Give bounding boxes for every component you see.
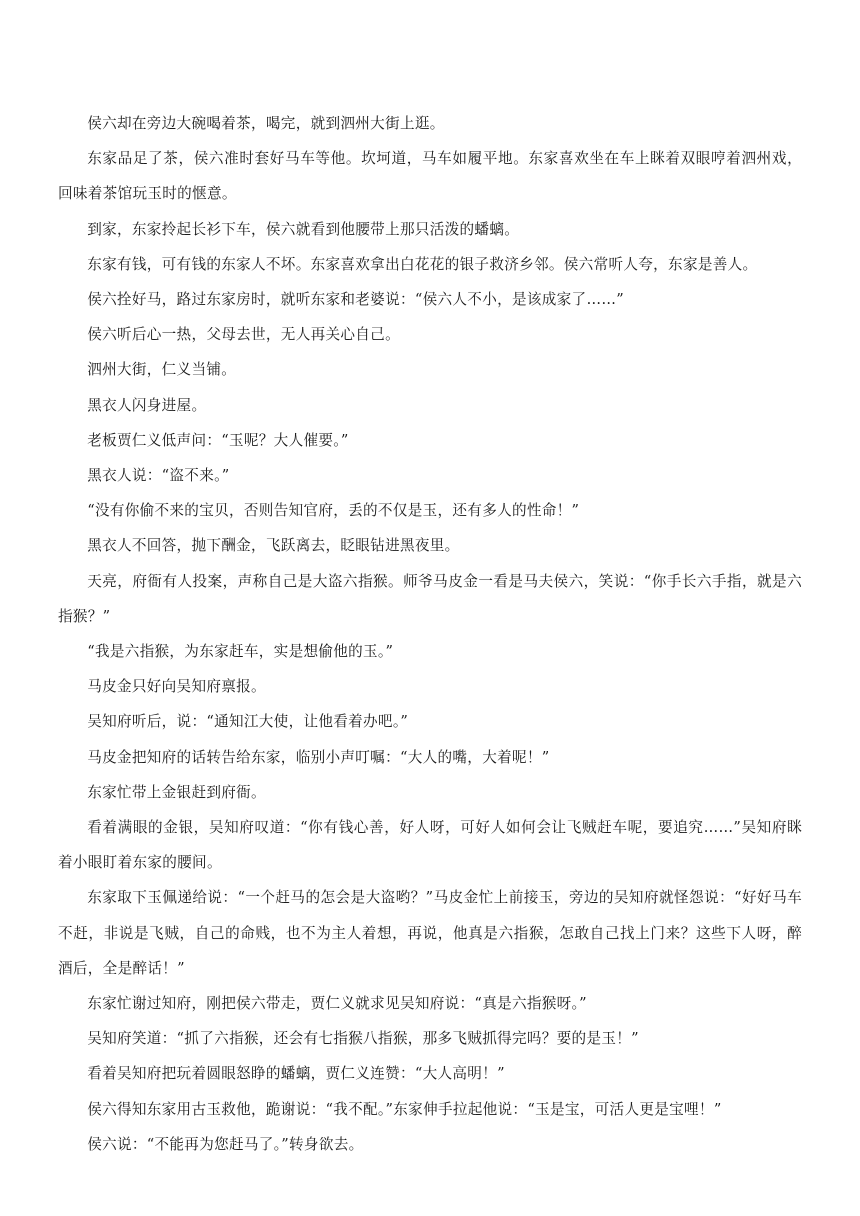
paragraph: 看着吴知府把玩着圆眼怒睁的蟠螭，贾仁义连赞：“大人高明！” (87, 1065, 505, 1083)
paragraph: “没有你偷不来的宝贝，否则告知官府，丢的不仅是玉，还有多人的性命！” (87, 502, 580, 520)
paragraph: 马皮金只好向吴知府禀报。 (87, 678, 266, 696)
paragraph: “我是六指猴，为东家赶车，实是想偷他的玉。” (87, 643, 394, 661)
paragraph: 侯六得知东家用古玉救他，跪谢说：“我不配。”东家伸手拉起他说：“玉是宝，可活人更是宝哩！” (87, 1100, 722, 1118)
paragraph: 泗州大街，仁义当铺。 (87, 361, 237, 379)
paragraph: 侯六说：“不能再为您赶马了。”转身欲去。 (87, 1135, 364, 1153)
paragraph: 东家品足了茶，侯六准时套好马车等他。坎坷道，马车如履平地。东家喜欢坐在车上眯着双眼哼着泗州戏，回味着茶馆玩玉时的惬意。 (58, 150, 802, 203)
paragraph: 侯六却在旁边大碗喝着茶，喝完，就到泗州大街上逛。 (87, 115, 445, 132)
paragraph: 黑衣人不回答，抛下酬金，飞跃离去，眨眼钻进黑夜里。 (87, 537, 460, 555)
paragraph: 看着满眼的金银，吴知府叹道：“你有钱心善，好人呀，可好人如何会让飞贼赶车呢，要追究……”吴知府眯着小眼盯着东家的腰间。 (58, 819, 802, 872)
paragraph: 老板贾仁义低声问：“玉呢？大人催要。” (87, 431, 349, 449)
paragraph: 吴知府听后，说：“通知江大使，让他看着办吧。” (87, 713, 409, 731)
paragraph: 侯六听后心一热，父母去世，无人再关心自己。 (87, 326, 400, 344)
paragraph: 吴知府笑道：“抓了六指猴，还会有七指猴八指猴，那多飞贼抓得完吗？要的是玉！” (87, 1030, 639, 1048)
paragraph: 天亮，府衙有人投案，声称自己是大盗六指猴。师爷马皮金一看是马夫侯六，笑说：“你手长六手指，就是六指猴？” (58, 572, 802, 625)
paragraph: 东家有钱，可有钱的东家人不坏。东家喜欢拿出白花花的银子救济乡邻。侯六常听人夸，东家是善人。 (87, 255, 758, 273)
paragraph: 侯六拴好马，路过东家房时，就听东家和老婆说：“侯六人不小，是该成家了……” (87, 291, 624, 309)
paragraph: 马皮金把知府的话转告给东家，临别小声叮嘱：“大人的嘴，大着呢！” (87, 748, 550, 766)
paragraph: 到家，东家拎起长衫下车，侯六就看到他腰带上那只活泼的蟠螭。 (87, 220, 520, 238)
paragraph: 黑衣人说：“盗不来。” (87, 467, 230, 485)
paragraph: 黑衣人闪身进屋。 (87, 396, 207, 414)
paragraph: 东家取下玉佩递给说：“一个赶马的怎会是大盗哟？”马皮金忙上前接玉，旁边的吴知府就怪怨说：“好好马车不赶，非说是飞贼，自己的命贱，也不为主人着想，再说，他真是六指猴，怎敢自己找上门来？这些下人呀，醉酒后，全是醉话！” (58, 889, 802, 977)
paragraph: 东家忙带上金银赶到府衙。 (87, 783, 266, 801)
paragraph: 东家忙谢过知府，刚把侯六带走，贾仁义就求见吴知府说：“真是六指猴呀。” (87, 995, 587, 1013)
